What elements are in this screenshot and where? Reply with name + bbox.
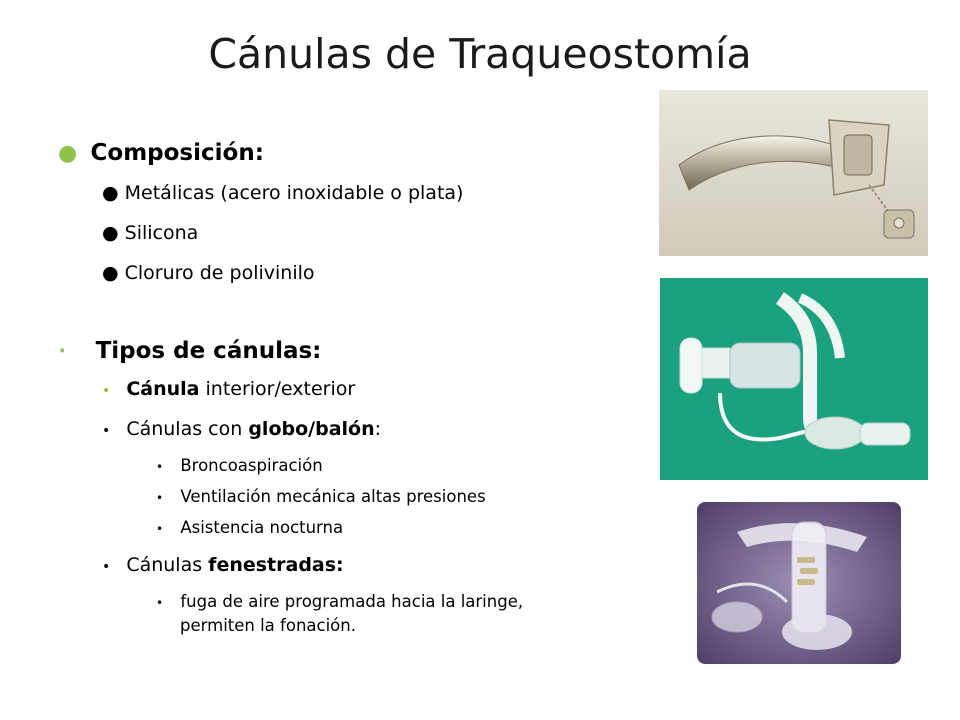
composicion-item: ● Cloruro de polivinilo <box>102 262 315 284</box>
composicion-item: ● Silicona <box>102 222 199 244</box>
tipos-heading-row <box>58 338 321 364</box>
tipos-item: • Cánulas con globo/balón: <box>102 418 382 440</box>
composicion-heading: Composición: <box>90 140 264 166</box>
bullet-icon: ● <box>102 182 119 204</box>
tipos-subitem: • Asistencia nocturna <box>156 518 344 537</box>
cuffed-cannula-image <box>660 278 928 480</box>
tipos-subitem-continued: permiten la fonación. <box>180 616 356 635</box>
bullet-icon: • <box>156 522 164 536</box>
slide-title: Cánulas de Traqueostomía <box>208 30 752 78</box>
bullet-icon: ● <box>58 141 78 166</box>
tipos-subitem: • Ventilación mecánica altas presiones <box>156 487 486 506</box>
bullet-icon: • <box>102 423 111 439</box>
metal-cannula-image <box>659 90 928 256</box>
bullet-icon: ● <box>102 222 119 244</box>
tipos-item: • Cánulas fenestradas: <box>102 554 344 576</box>
bullet-icon: • <box>156 596 164 610</box>
tipos-heading: Tipos de cánulas: <box>95 338 322 364</box>
tipos-item: • Cánula interior/exterior <box>102 378 356 400</box>
bullet-icon: • <box>58 343 67 360</box>
bullet-icon: • <box>102 559 111 575</box>
tipos-subitem: • fuga de aire programada hacia la laringe, <box>156 592 524 611</box>
bullet-icon: • <box>102 383 111 399</box>
tipos-subitem: • Broncoaspiración <box>156 456 323 475</box>
composicion-item: ● Metálicas (acero inoxidable o plata) <box>102 182 464 204</box>
bullet-icon: • <box>156 491 164 505</box>
bullet-icon: ● <box>102 262 119 284</box>
fenestrated-cannula-image <box>697 502 901 664</box>
bullet-icon: • <box>156 460 164 474</box>
composicion-heading-row <box>58 140 264 166</box>
